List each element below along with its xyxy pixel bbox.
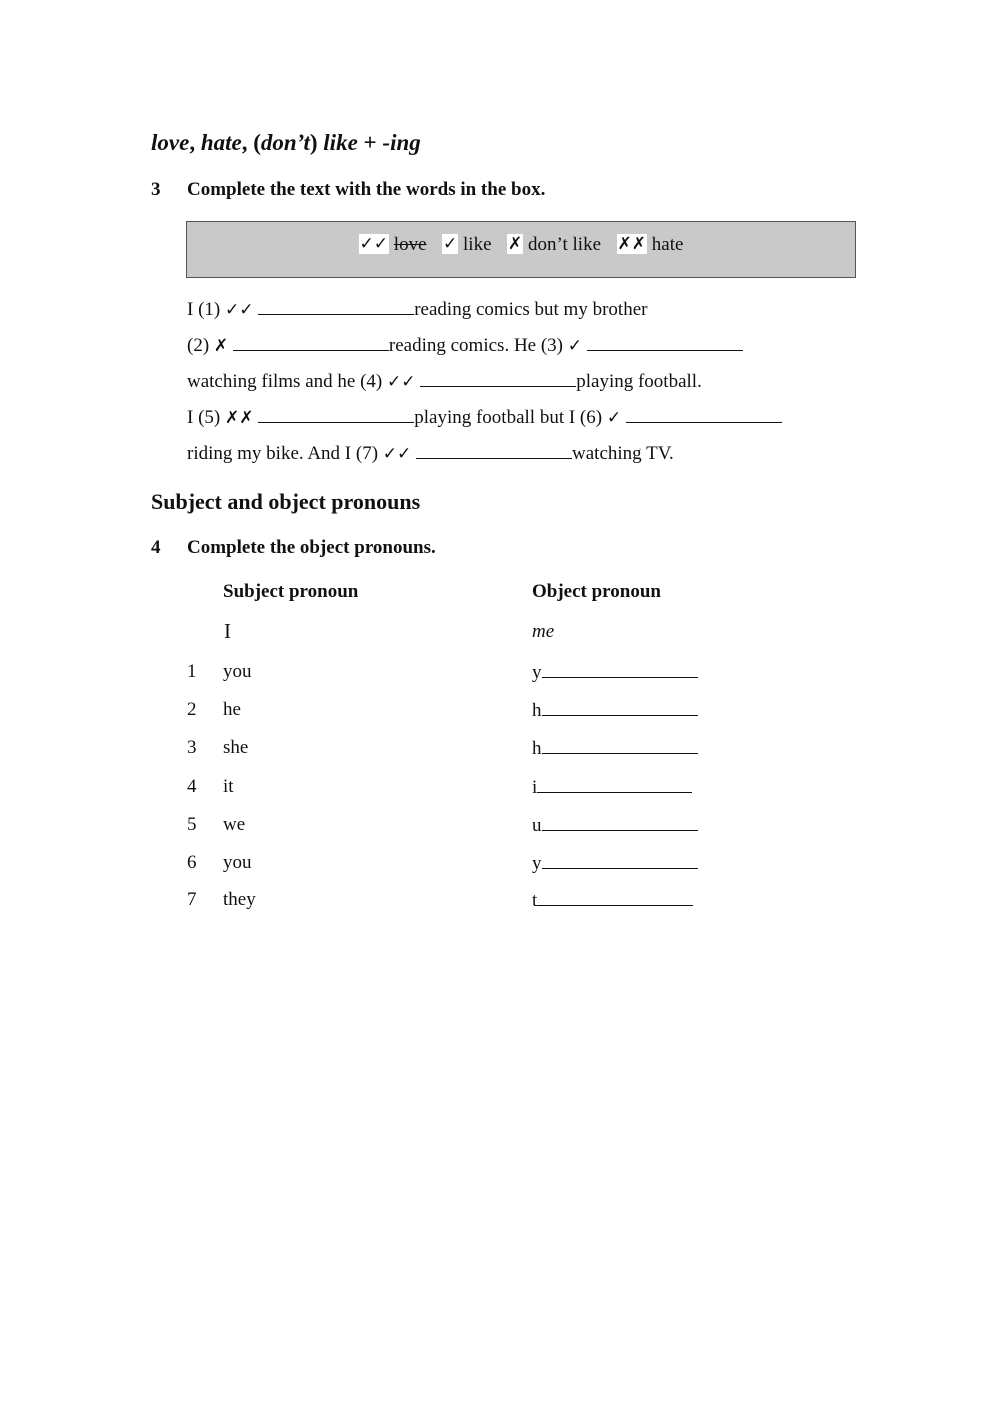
section-title-love-hate xyxy=(151,130,421,156)
object-first-letter: t xyxy=(532,890,538,911)
example-subject: I xyxy=(224,619,231,643)
line-2-prefix: (2) xyxy=(187,335,214,356)
exercise-3-instruction: Complete the text with the words in the box. xyxy=(187,179,546,200)
row-object-answer xyxy=(532,737,698,760)
row-subject: it xyxy=(223,776,234,797)
text-line-3 xyxy=(187,370,702,393)
row-object-answer xyxy=(532,699,698,722)
row-number: 7 xyxy=(187,889,197,910)
object-first-letter: y xyxy=(532,853,542,874)
line-2-suffix: reading comics. He (3) xyxy=(388,335,568,356)
object-blank-7[interactable] xyxy=(537,889,693,906)
answer-blank-7[interactable] xyxy=(416,442,572,459)
word-box-dont-like: don’t like xyxy=(528,234,602,255)
answer-blank-2[interactable] xyxy=(233,334,389,351)
object-first-letter: y xyxy=(532,662,542,683)
word-box xyxy=(186,221,856,278)
line-5-suffix: watching TV. xyxy=(572,443,674,464)
object-blank-1[interactable] xyxy=(542,661,698,678)
answer-blank-5[interactable] xyxy=(258,406,414,423)
object-blank-5[interactable] xyxy=(542,814,698,831)
word-box-content xyxy=(187,234,855,256)
line-3-suffix: playing football. xyxy=(576,371,702,392)
object-blank-4[interactable] xyxy=(537,776,692,793)
double-cross-icon: ✗✗ xyxy=(224,408,254,428)
check-icon: ✓ xyxy=(567,336,583,356)
line-1-suffix: reading comics but my brother xyxy=(414,299,648,320)
title-dont: don’t xyxy=(260,130,310,155)
title-sep-3: ) xyxy=(309,130,324,155)
row-number: 6 xyxy=(187,852,197,873)
object-first-letter: h xyxy=(532,700,542,721)
row-object-answer xyxy=(532,889,693,912)
row-subject: you xyxy=(223,852,252,873)
object-blank-2[interactable] xyxy=(542,699,698,716)
object-first-letter: u xyxy=(532,815,542,836)
check-icon: ✓ xyxy=(443,234,458,254)
check-icon: ✓ xyxy=(606,408,622,428)
row-subject: you xyxy=(223,661,252,682)
text-line-4 xyxy=(187,406,782,429)
double-cross-icon: ✗✗ xyxy=(617,234,647,254)
row-number: 3 xyxy=(187,737,197,758)
double-check-icon: ✓✓ xyxy=(382,444,412,464)
exercise-4-number: 4 xyxy=(151,537,161,558)
row-subject: they xyxy=(223,889,256,910)
answer-blank-1[interactable] xyxy=(258,298,414,315)
row-object-answer xyxy=(532,814,698,837)
line-3-prefix: watching films and he (4) xyxy=(187,371,387,392)
object-blank-3[interactable] xyxy=(542,737,698,754)
object-first-letter: h xyxy=(532,738,542,759)
title-plus: + xyxy=(357,130,383,155)
answer-blank-4[interactable] xyxy=(420,370,576,387)
text-line-5 xyxy=(187,442,674,465)
cross-icon: ✗ xyxy=(213,336,229,356)
title-sep-2: , ( xyxy=(241,130,261,155)
example-object: me xyxy=(532,621,555,642)
word-box-hate: hate xyxy=(651,234,684,255)
column-header-subject: Subject pronoun xyxy=(223,581,359,602)
exercise-3-number: 3 xyxy=(151,179,161,200)
text-line-1 xyxy=(187,298,647,321)
column-header-object: Object pronoun xyxy=(532,581,661,602)
word-box-love: love xyxy=(393,234,427,255)
object-first-letter: i xyxy=(532,777,538,798)
double-check-icon: ✓✓ xyxy=(386,372,416,392)
row-number: 4 xyxy=(187,776,197,797)
row-object-answer xyxy=(532,776,692,799)
line-4-suffix: playing football but I (6) xyxy=(414,407,607,428)
cross-icon: ✗ xyxy=(508,234,523,254)
text-line-2 xyxy=(187,334,743,357)
answer-blank-3[interactable] xyxy=(587,334,743,351)
title-ing: -ing xyxy=(382,130,421,155)
row-object-answer xyxy=(532,852,698,875)
exercise-4-instruction: Complete the object pronouns. xyxy=(187,537,436,558)
title-love: love xyxy=(151,130,190,155)
section-title-pronouns: Subject and object pronouns xyxy=(151,489,421,514)
row-subject: we xyxy=(223,814,246,835)
double-check-icon: ✓✓ xyxy=(359,234,389,254)
title-like: like xyxy=(323,130,358,155)
row-number: 1 xyxy=(187,661,197,682)
row-number: 2 xyxy=(187,699,197,720)
double-check-icon: ✓✓ xyxy=(224,300,254,320)
word-box-like: like xyxy=(463,234,492,255)
title-sep-1: , xyxy=(189,130,201,155)
line-5-prefix: riding my bike. And I (7) xyxy=(187,443,383,464)
answer-blank-6[interactable] xyxy=(626,406,782,423)
title-hate: hate xyxy=(200,130,242,155)
line-4-prefix: I (5) xyxy=(187,407,225,428)
line-1-prefix: I (1) xyxy=(187,299,225,320)
row-number: 5 xyxy=(187,814,197,835)
object-blank-6[interactable] xyxy=(542,852,698,869)
row-subject: she xyxy=(223,737,249,758)
row-object-answer xyxy=(532,661,698,684)
row-subject: he xyxy=(223,699,241,720)
